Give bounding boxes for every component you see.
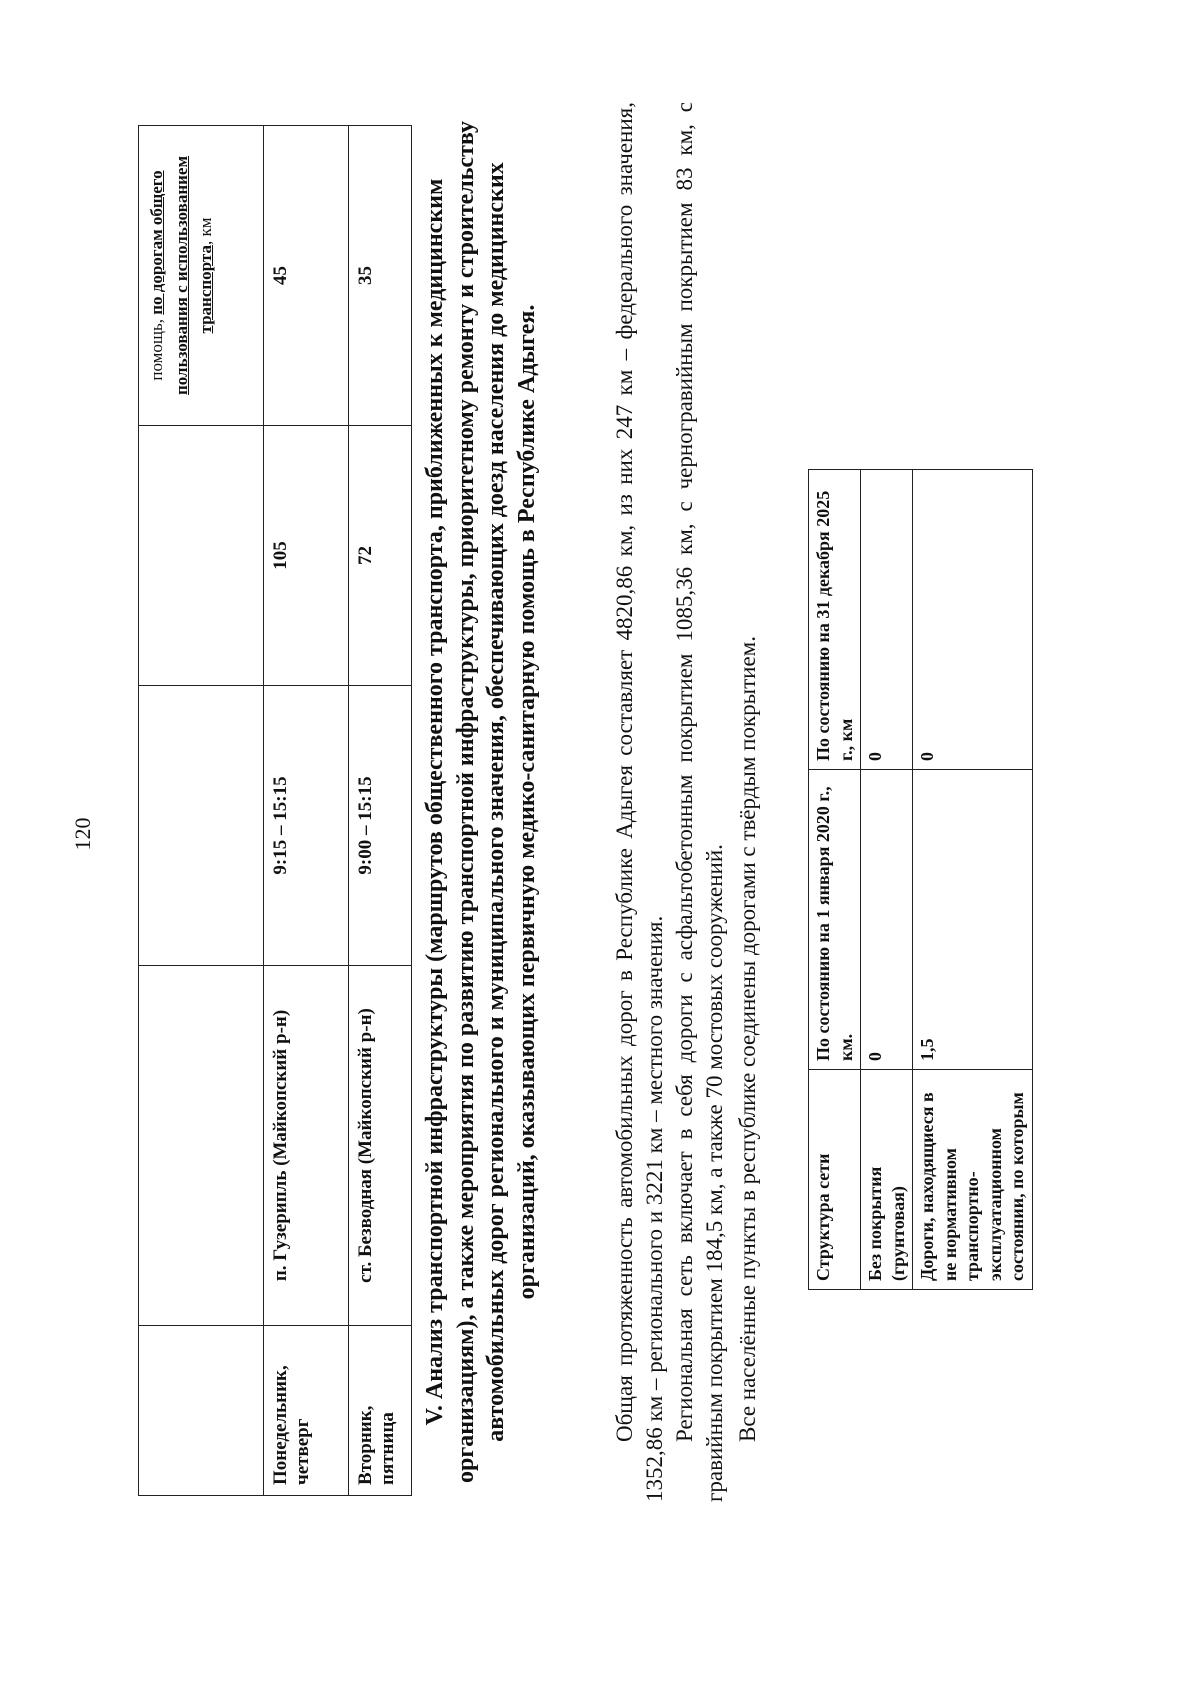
header-2020: По состоянию на 1 января 2020 г., км. <box>809 770 861 1070</box>
cell-structure: Дороги, находящиеся в не нормативном транспортно-эксплуатационном состоянии, по которым <box>913 1070 1033 1290</box>
cell-2020: 0 <box>861 770 913 1070</box>
paragraph-settlements: Все населённые пункты в республике соединены дорогами с твёрдым покрытием. <box>735 636 760 1442</box>
cell-days: Вторник, пятница <box>349 1326 412 1496</box>
cell-time: 9:00 – 15:15 <box>349 686 412 966</box>
header-cell-empty <box>139 1326 264 1496</box>
paragraph-total-length: Общая протяженность автомобильных дорог в Республике Адыгея составляет 4820,86 км, из них 247 км – федерального значения, 1352,86 км – регионального и 3221 км – местного значения. <box>612 102 667 1502</box>
table-row <box>913 470 1033 1290</box>
header-structure: Структура сети <box>809 1070 861 1290</box>
table-row <box>264 126 349 1496</box>
header-cell-empty <box>139 686 264 966</box>
cell-2020: 1,5 <box>913 770 1033 1070</box>
table-row <box>861 470 913 1290</box>
cell-structure: Без покрытия (грунтовая) <box>861 1070 913 1290</box>
schedule-header-row <box>139 126 264 1496</box>
network-structure-table <box>808 469 1033 1290</box>
header-note-suffix: , км <box>196 217 216 246</box>
header-note-underlined: по дорогам общего пользования с использованием транспорта <box>147 155 216 396</box>
header-cell-note <box>139 126 264 426</box>
section-heading: V. Анализ транспортной инфраструктуры (маршрутов общественного транспорта, приближенных к медицинским организациям), а также мероприятия по развитию транспортной инфраструктуры, приоритетному ремонту и строительству автомобильных дорог регионального и муниципального значения, обеспечивающих доезд населения до медицинских организаций, оказывающих первичную медико-санитарную помощь в Республике Адыгея. <box>422 120 541 1484</box>
header-2025: По состоянию на 31 декабря 2025 г., км <box>809 470 861 770</box>
page-number: 120 <box>70 817 95 851</box>
schedule-table <box>138 125 412 1496</box>
header-cell-empty <box>139 426 264 686</box>
table-row <box>349 126 412 1496</box>
cell-days: Понедельник, четверг <box>264 1326 349 1496</box>
cell-place: п. Гузерипль (Майкопский р-н) <box>264 966 349 1326</box>
cell-2025: 0 <box>861 470 913 770</box>
network-header-row <box>809 470 861 1290</box>
cell-value2: 45 <box>264 126 349 426</box>
paragraph-regional-network: Региональная сеть включает в себя дороги с асфальтобетонным покрытием 1085,36 км, с черногравийным покрытием 83 км, с гравийным покрытием 184,5 км, а также 70 мостовых сооружений. <box>672 102 727 1502</box>
cell-time: 9:15 – 15:15 <box>264 686 349 966</box>
cell-value1: 105 <box>264 426 349 686</box>
cell-value1: 72 <box>349 426 412 686</box>
header-note-prefix: помощь, <box>147 318 166 381</box>
cell-value2: 35 <box>349 126 412 426</box>
header-cell-empty <box>139 966 264 1326</box>
cell-place: ст. Безводная (Майкопский р-н) <box>349 966 412 1326</box>
cell-2025: 0 <box>913 470 1033 770</box>
